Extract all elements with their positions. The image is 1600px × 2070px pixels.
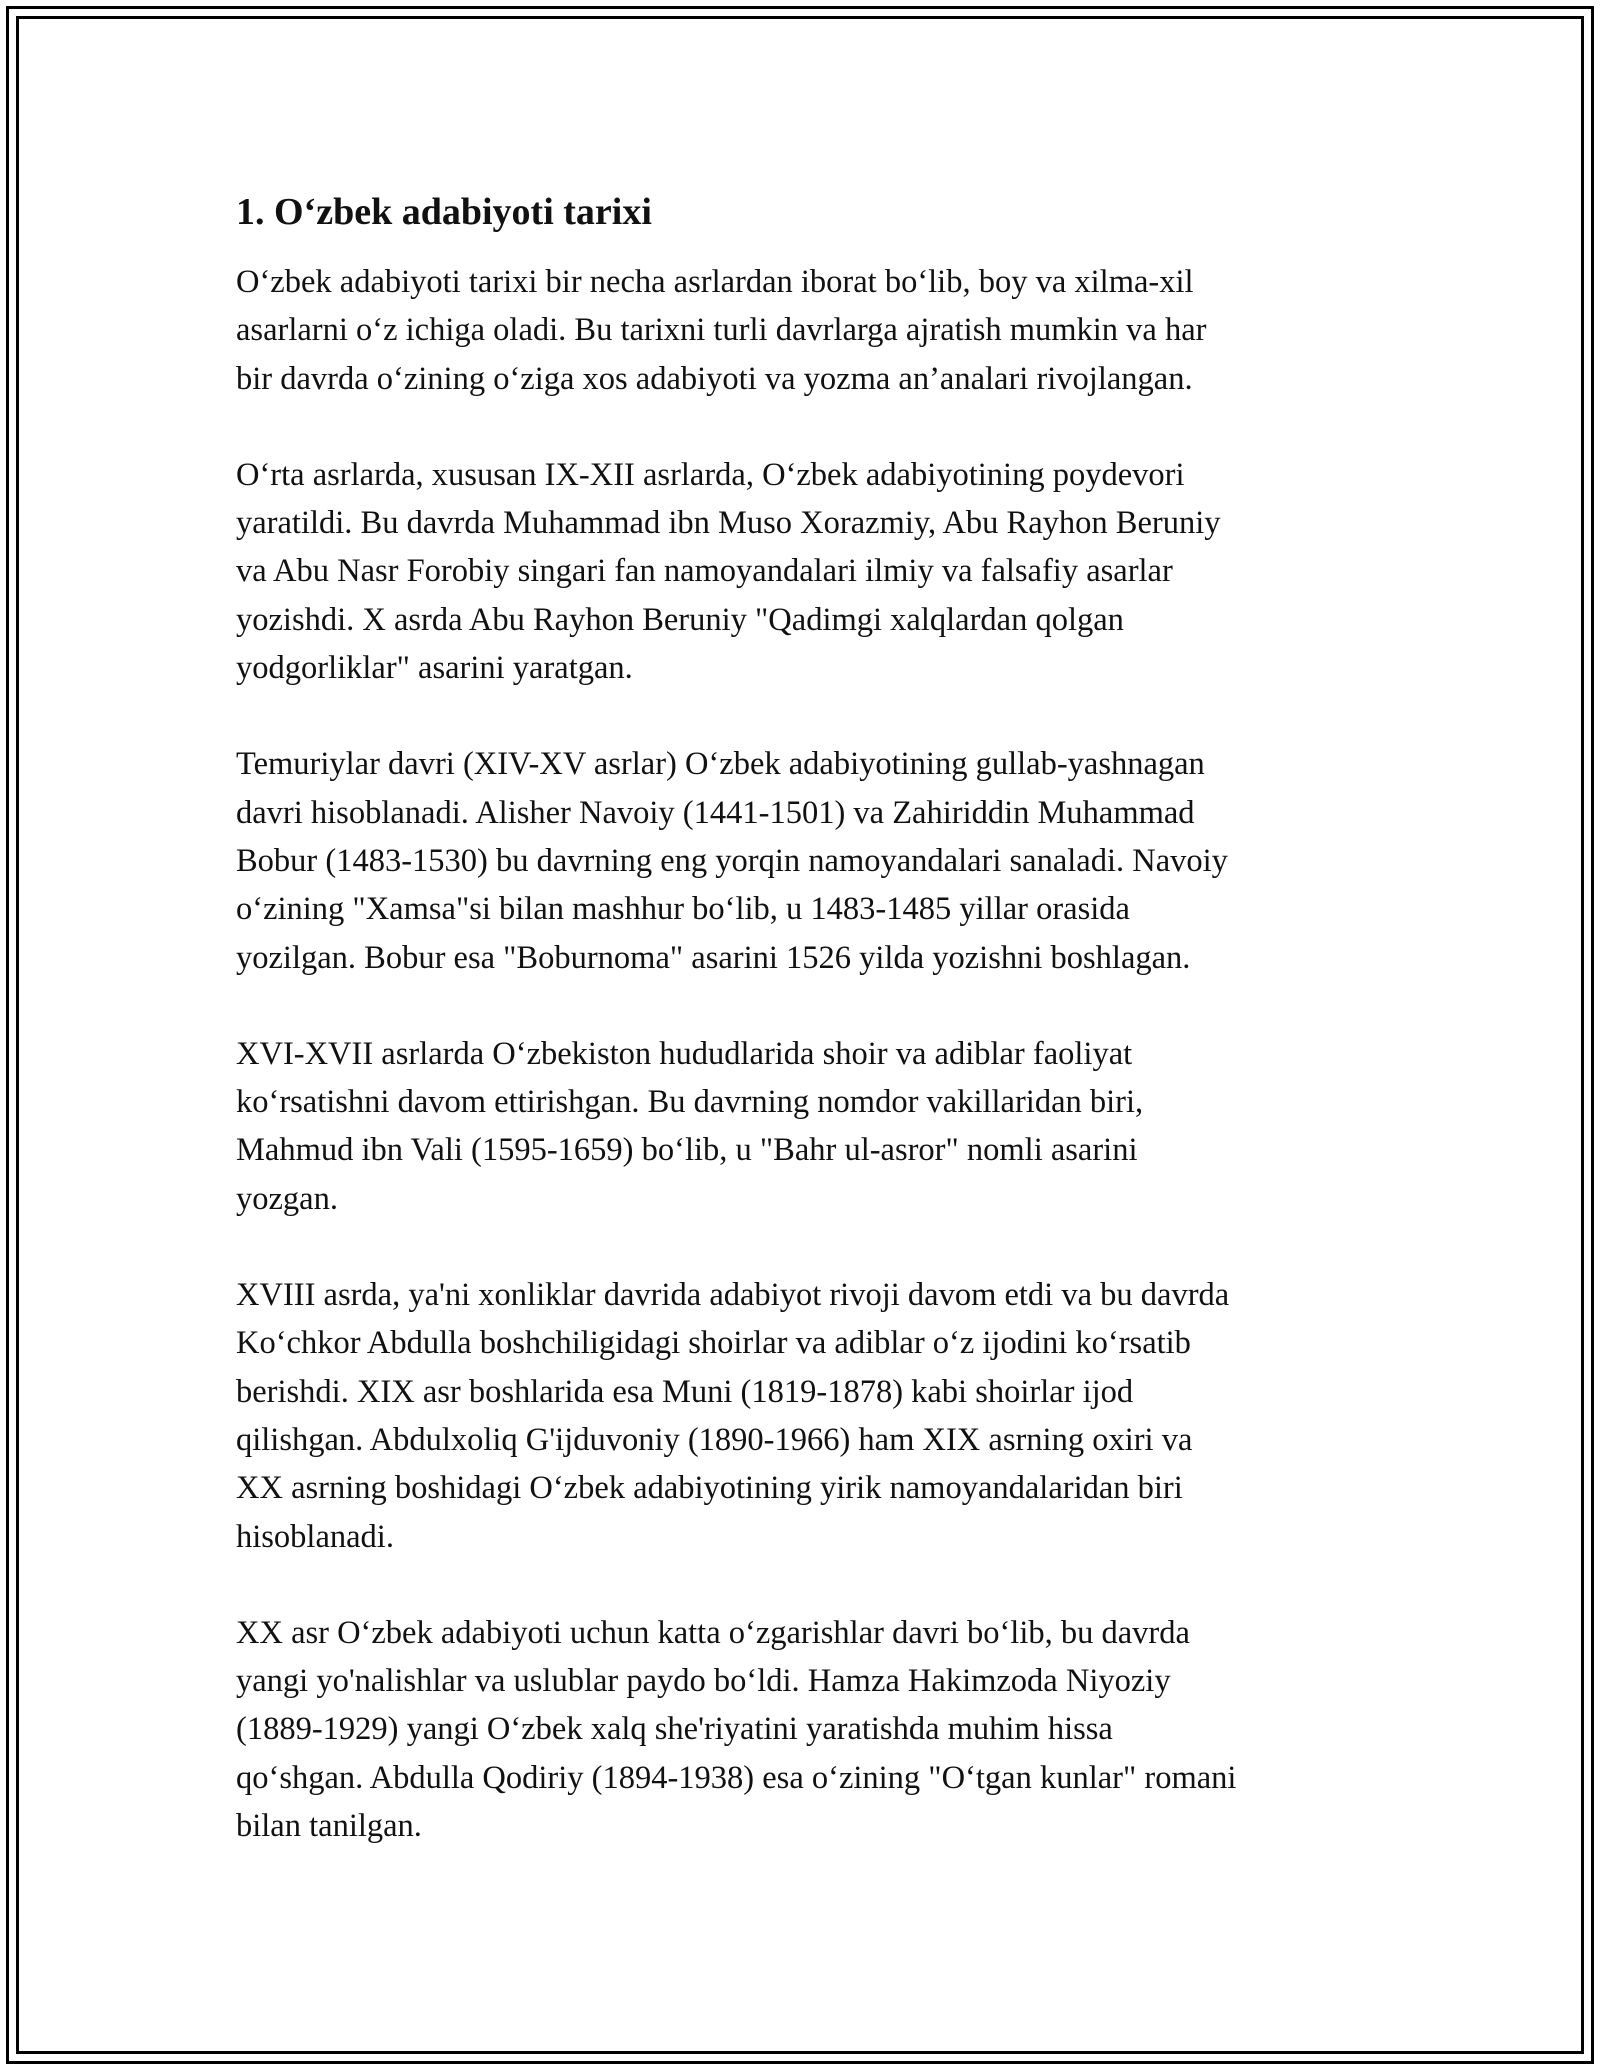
paragraph-line: asarlarni o‘z ichiga oladi. Bu tarixni turli davrlarga ajratish mumkin va har xyxy=(236,312,1207,349)
paragraph xyxy=(236,451,1396,692)
paragraph-line: ko‘rsatishni davom ettirishgan. Bu davrning nomdor vakillaridan biri, xyxy=(236,1084,1144,1121)
paragraph-line: bilan tanilgan. xyxy=(236,1808,422,1845)
paragraph-line: yozilgan. Bobur esa "Boburnoma" asarini 1526 yilda yozishni boshlagan. xyxy=(236,939,1191,976)
paragraph-line: yozgan. xyxy=(236,1180,338,1217)
paragraph xyxy=(236,1271,1396,1561)
paragraph-line: XX asrning boshidagi O‘zbek adabiyotining yirik namoyandalaridan biri xyxy=(236,1470,1183,1507)
paragraph-line: yodgorliklar" asarini yaratgan. xyxy=(236,650,633,687)
paragraph-line: yozishdi. X asrda Abu Rayhon Beruniy "Qadimgi xalqlardan qolgan xyxy=(236,601,1124,638)
paragraph-line: yaratildi. Bu davrda Muhammad ibn Muso Xorazmiy, Abu Rayhon Beruniy xyxy=(236,505,1221,542)
paragraph-list xyxy=(236,258,1396,1850)
paragraph xyxy=(236,1030,1396,1223)
paragraph-line: (1889-1929) yangi O‘zbek xalq she'riyatini yaratishda muhim hissa xyxy=(236,1711,1113,1748)
paragraph-line: XVIII asrda, ya'ni xonliklar davrida adabiyot rivoji davom etdi va bu davrda xyxy=(236,1277,1230,1314)
paragraph-line: yangi yo'nalishlar va uslublar paydo bo‘ldi. Hamza Hakimzoda Niyoziy xyxy=(236,1663,1171,1700)
paragraph-line: XVI-XVII asrlarda O‘zbekiston hududlarida shoir va adiblar faoliyat xyxy=(236,1035,1133,1072)
paragraph-line: XX asr O‘zbek adabiyoti uchun katta o‘zgarishlar davri bo‘lib, bu davrda xyxy=(236,1614,1190,1651)
paragraph-line: qo‘shgan. Abdulla Qodiriy (1894-1938) esa o‘zining "O‘tgan kunlar" romani xyxy=(236,1759,1237,1796)
paragraph-line: qilishgan. Abdulxoliq G'ijduvoniy (1890-1966) ham XIX asrning oxiri va xyxy=(236,1421,1193,1458)
paragraph-line: Ko‘chkor Abdulla boshchiligidagi shoirlar va adiblar o‘z ijodini ko‘rsatib xyxy=(236,1325,1191,1362)
paragraph-line: Bobur (1483-1530) bu davrning eng yorqin namoyandalari sanaladi. Navoiy xyxy=(236,842,1228,879)
paragraph-line: va Abu Nasr Forobiy singari fan namoyandalari ilmiy va falsafiy asarlar xyxy=(236,553,1173,590)
paragraph-line: O‘zbek adabiyoti tarixi bir necha asrlardan iborat bo‘lib, boy va xilma-xil xyxy=(236,264,1194,300)
paragraph xyxy=(236,740,1396,981)
paragraph xyxy=(236,258,1396,403)
paragraph-line: bir davrda o‘zining o‘ziga xos adabiyoti va yozma an’analari rivojlangan. xyxy=(236,360,1193,397)
paragraph-line: Mahmud ibn Vali (1595-1659) bo‘lib, u "Bahr ul-asror" nomli asarini xyxy=(236,1132,1138,1169)
paragraph-line: berishdi. XIX asr boshlarida esa Muni (1819-1878) kabi shoirlar ijod xyxy=(236,1373,1134,1410)
section-heading: 1. O‘zbek adabiyoti tarixi xyxy=(236,191,652,233)
paragraph-line: hisoblanadi. xyxy=(236,1518,394,1555)
paragraph-line: O‘rta asrlarda, xususan IX-XII asrlarda, O‘zbek adabiyotining poydevori xyxy=(236,456,1185,493)
document-body xyxy=(236,188,1396,1898)
paragraph-line: davri hisoblanadi. Alisher Navoiy (1441-1501) va Zahiriddin Muhammad xyxy=(236,794,1195,831)
paragraph-line: o‘zining "Xamsa"si bilan mashhur bo‘lib, u 1483-1485 yillar orasida xyxy=(236,891,1130,928)
paragraph-line: Temuriylar davri (XIV-XV asrlar) O‘zbek adabiyotining gullab-yashnagan xyxy=(236,746,1205,783)
paragraph xyxy=(236,1609,1396,1850)
